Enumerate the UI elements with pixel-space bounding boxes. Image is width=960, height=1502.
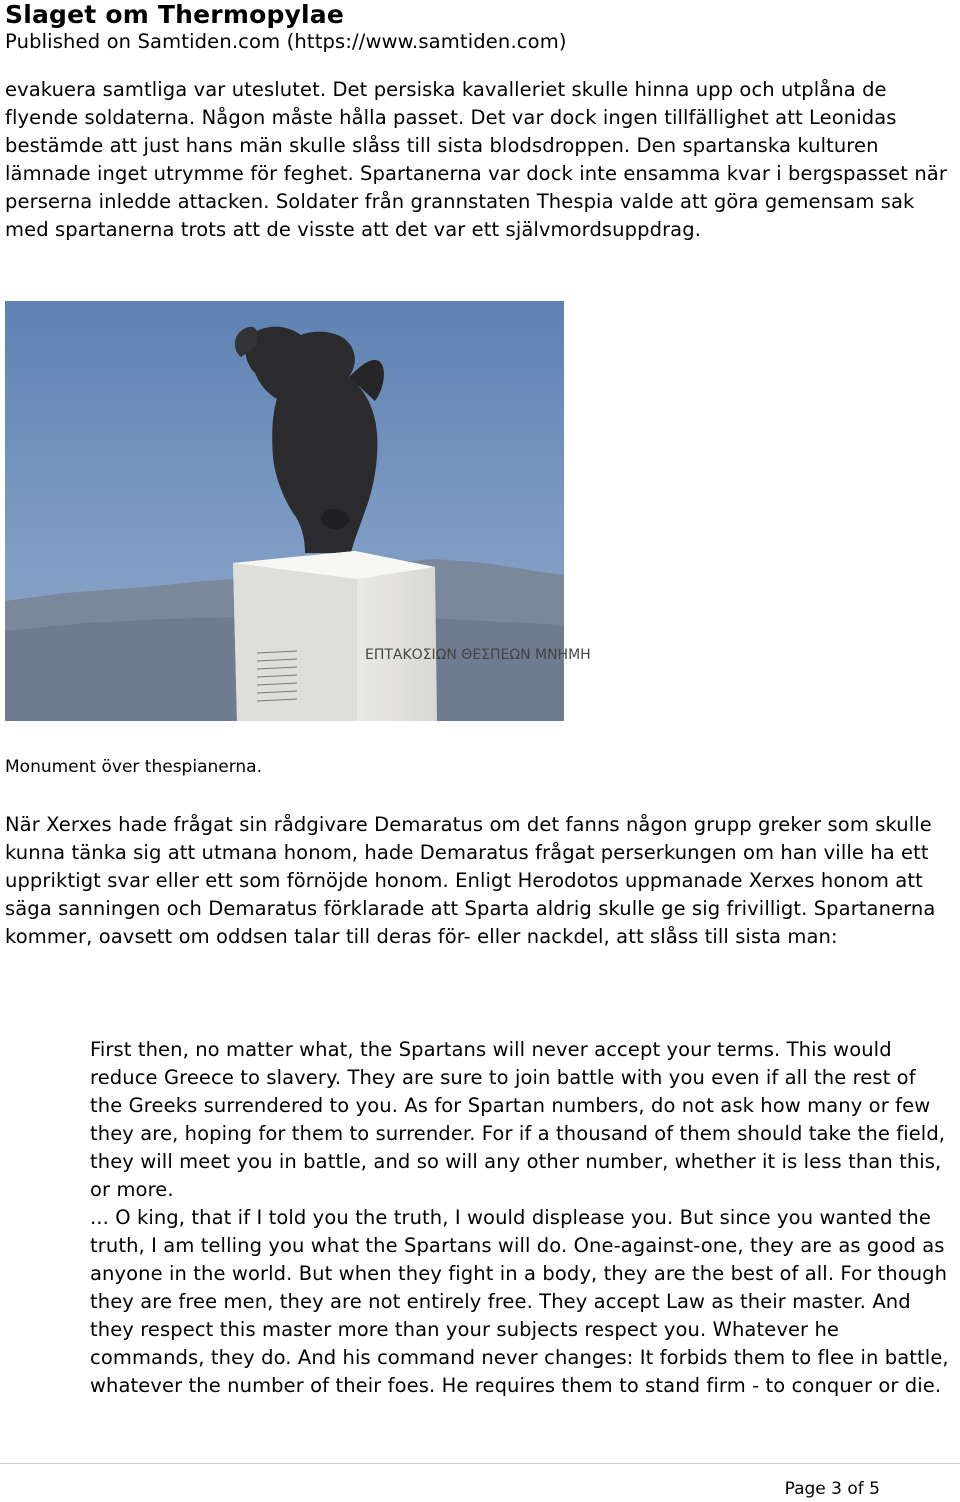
published-line: Published on Samtiden.com (https://www.samtiden.com)	[5, 30, 567, 53]
page-title: Slaget om Thermopylae	[5, 0, 345, 29]
page-number: Page 3 of 5	[784, 1479, 880, 1499]
blockquote	[90, 1036, 950, 1400]
monument-photo	[5, 301, 591, 721]
quote-part-1: First then, no matter what, the Spartans will never accept your terms. This would reduce Greece to slavery. They are sure to join battle with you even if all the rest of the Greeks surrendered to you. As for Spartan numbers, do not ask how many or few they are, hoping for them to surrender. For if a thousand of them should take the field, they will meet you in battle, and so will any other number, whether it is less than this, or more.	[90, 1038, 946, 1201]
monument-image	[5, 301, 591, 721]
inscription-text: ΕΠΤΑΚΟΣΙΩΝ ΘΕΣΠΕΩΝ ΜΝΗΜΗ	[365, 647, 591, 663]
body-paragraph-1: evakuera samtliga var uteslutet. Det persiska kavalleriet skulle hinna upp och utplåna de flyende soldaterna. Någon måste hålla passet. Det var dock ingen tillfällighet att Leonidas bestämde att just hans män skulle slåss till sista blodsdroppen. Den spartanska kulturen lämnade inget utrymme för feghet. Spartanerna var dock inte ensamma kvar i bergspasset när perserna inledde attacken. Soldater från grannstaten Thespia valde att göra gemensam sak med spartanerna trots att de visste att det var ett självmordsuppdrag.	[5, 78, 947, 241]
page-header	[5, 0, 567, 54]
body-paragraph-2: När Xerxes hade frågat sin rådgivare Demaratus om det fanns någon grupp greker som skulle kunna tänka sig att utmana honom, hade Demaratus frågat perserkungen om han ville ha ett uppriktigt svar eller ett som förnöjde honom. Enligt Herodotos uppmanade Xerxes honom att säga sanningen och Demaratus förklarade att Sparta aldrig skulle ge sig frivilligt. Spartanerna kommer, oavsett om oddsen talar till deras för- eller nackdel, att slåss till sista man:	[5, 813, 936, 948]
footer-divider	[0, 1463, 960, 1464]
figure-caption: Monument över thespianerna.	[5, 757, 263, 777]
quote-part-2: ... O king, that if I told you the truth, I would displease you. But since you wanted the truth, I am telling you what the Spartans will do. One-against-one, they are as good as anyone in the world. But when they fight in a body, they are the best of all. For though they are free men, they are not entirely free. They accept Law as their master. And they respect this master more than your subjects respect you. Whatever he commands, they do. And his command never changes: It forbids them to flee in battle, whatever the number of their foes. He requires them to stand firm - to conquer or die.	[90, 1206, 949, 1397]
